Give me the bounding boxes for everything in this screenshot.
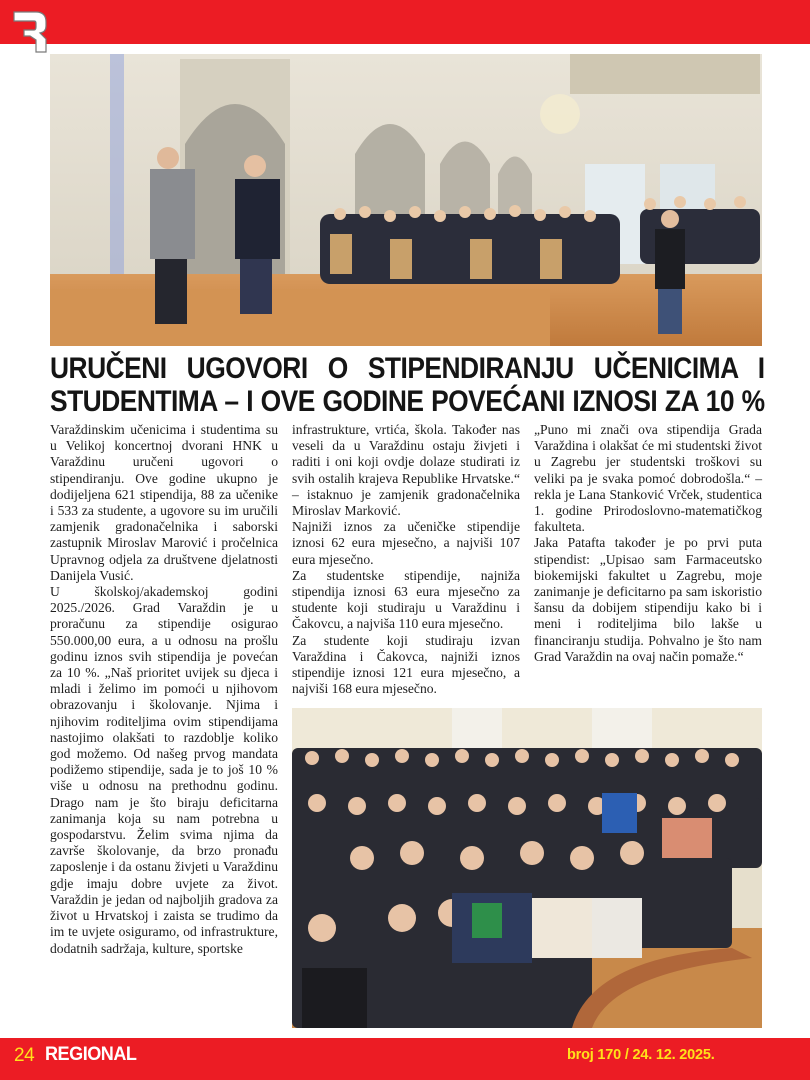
page-number: 24 bbox=[14, 1045, 35, 1066]
ceremony-photo bbox=[50, 54, 762, 346]
header-band bbox=[0, 0, 810, 44]
headline-line-1: URUČENI UGOVORI O STIPENDIRANJU UČENICIMA I bbox=[50, 352, 765, 385]
paragraph: Za studentske stipendije, najniža stipendija iznosi 63 eura mjesečno za studente koji studiraju u Varaždinu i Čakovcu, a najviša 110 eura mjesečno. bbox=[292, 567, 520, 632]
audience-photo bbox=[292, 708, 762, 1028]
paragraph: Najniži iznos za učeničke stipendije iznosi 62 eura mjesečno, a najviši 107 eura mjesečno. bbox=[292, 519, 520, 567]
paragraph: Za studente koji studiraju izvan Varaždina i Čakovca, najniži iznos stipendije iznosi 121 eura mjesečno, a najviši 168 eura mjesečno. bbox=[292, 632, 520, 697]
paragraph: U školskoj/akademskoj godini 2025./2026. Grad Varaždin je u proračunu za stipendije osigurao 550.000,00 eura, a u odnosu na prošlu godinu iznos svih stipendija je povećan za 10 %. „Naš prioritet uvijek su djeca i mladi i želimo im pomoći u njihovom obrazovanju i školovanje. Njima i njihovim roditeljima ovim stipendijama nastojimo olakšati to razdoblje koliko god možemo. Od našeg prvog mandata podižemo stipendije, sada je to još 10 % više u odnosu na prethodnu godinu. Drago nam je što biraju deficitarna zanimanja koja su nam potrebna u gospodarstvu. Želim svima njima da završe školovanje, da brzo pronađu zaposlenje i da ostanu živjeti u Varaždinu gdje imaju dobre uvjete za život. Varaždin je jedan od najboljih gradova za život u Hrvatskoj i zaista se trudimo da im te uvjete osiguramo, od infrastrukture, dodatnih sadržaja, kulture, sportske bbox=[50, 584, 278, 956]
paragraph: Varaždinskim učenicima i studentima su u Velikoj koncertnoj dvorani HNK u Varaždinu uručeni ugovori o stipendiranju. Ove godine ukupno je dodijeljena 621 stipendija, 88 za učenike i 533 za studente, a ugovore su im uručili zamjenik gradonačelnika i saborski zastupnik Miroslav Marović i pročelnica Upravnog odjela za društvene djelatnosti Danijela Vusić. bbox=[50, 422, 278, 583]
brand-wordmark: REGIONAL bbox=[45, 1044, 137, 1065]
article-headline bbox=[50, 352, 765, 418]
article-column-3 bbox=[534, 422, 762, 665]
paragraph: infrastrukture, vrtića, škola. Također nas veseli da u Varaždinu ostaju živjeti i raditi i oni koji ovdje dolaze studirati iz svih ostalih krajeva Republike Hrvatske.“ – istaknuo je zamjenik gradonačelnika Miroslav Marković. bbox=[292, 422, 520, 519]
article-column-2 bbox=[292, 422, 520, 697]
paragraph: „Puno mi znači ova stipendija Grada Varaždina i olakšat će mi studentski život u Zagrebu jer studentski troškovi su veliki pa je svaka pomoć dobrodošla.“ – rekla je Lana Stanković Vrček, studentica 1. godine Prirodoslovno-matematičkog fakulteta. bbox=[534, 422, 762, 535]
headline-line-2: STUDENTIMA – I OVE GODINE POVEĆANI IZNOSI ZA 10 % bbox=[50, 385, 765, 418]
regional-logo-icon bbox=[12, 8, 48, 54]
paragraph: Jaka Patafta također je po prvi puta stipendist: „Upisao sam Farmaceutsko biokemijski fakultet u Zagrebu, moje zanimanje je deficitarno pa sam iskoristio šansu da dobijem stipendiju kako bi i meni i roditeljima bilo lakše u financiranju studija. Pohvalno je što nam Grad Varaždin na ovaj način pomaže.“ bbox=[534, 535, 762, 664]
issue-info: broj 170 / 24. 12. 2025. bbox=[567, 1047, 715, 1063]
article-column-1 bbox=[50, 422, 278, 957]
